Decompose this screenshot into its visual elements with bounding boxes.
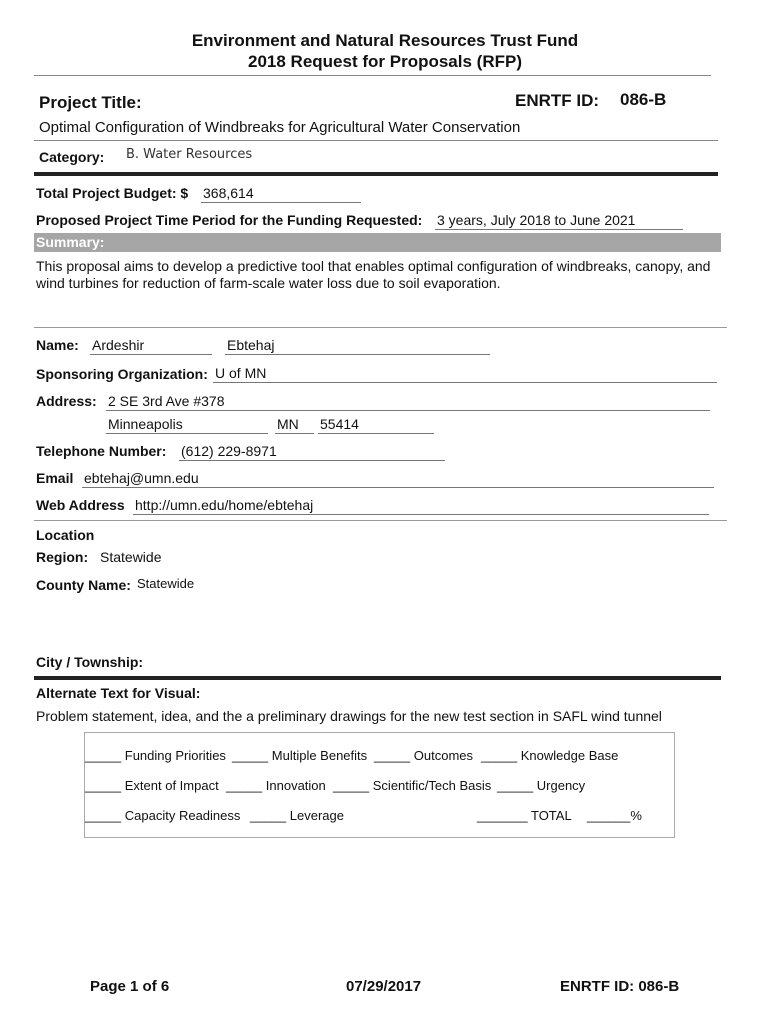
city-township-label: City / Township: <box>36 654 144 670</box>
summary-divider <box>34 327 727 328</box>
criteria-capacity-readiness: _____ Capacity Readiness <box>85 808 241 823</box>
criteria-total: _______ TOTAL <box>477 808 572 823</box>
visual-label: Alternate Text for Visual: <box>36 685 201 701</box>
phone-value: (612) 229-8971 <box>179 443 445 461</box>
criteria-multiple-benefits: _____ Multiple Benefits <box>232 748 368 763</box>
criteria-leverage: _____ Leverage <box>250 808 344 823</box>
form-subtitle: 2018 Request for Proposals (RFP) <box>248 52 522 71</box>
period-label: Proposed Project Time Period for the Funding Requested: <box>36 212 423 228</box>
footer-enrtf-id: ENRTF ID: 086-B <box>560 978 680 995</box>
category-label: Category: <box>39 149 105 165</box>
summary-line-2: wind turbines for reduction of farm-scale water loss due to soil evaporation. <box>36 275 501 291</box>
footer-date: 07/29/2017 <box>346 978 422 995</box>
county-value: Statewide <box>137 576 195 591</box>
budget-value: 368,614 <box>201 185 361 203</box>
last-name-value: Ebtehaj <box>225 337 490 355</box>
criteria-scientific-tech-basis: _____ Scientific/Tech Basis <box>333 778 492 793</box>
criteria-urgency: _____ Urgency <box>497 778 586 793</box>
header-divider <box>34 75 711 76</box>
project-title-label: Project Title: <box>39 93 142 112</box>
location-divider <box>34 520 727 521</box>
org-label: Sponsoring Organization: <box>36 366 208 382</box>
state-value: MN <box>275 416 314 434</box>
criteria-outcomes: _____ Outcomes <box>374 748 474 763</box>
street-value: 2 SE 3rd Ave #378 <box>106 393 710 411</box>
name-label: Name: <box>36 337 79 353</box>
enrtf-id-value: 086-B <box>620 90 667 109</box>
zip-value: 55414 <box>318 416 434 434</box>
region-label: Region: <box>36 549 89 565</box>
summary-bar <box>34 233 721 252</box>
web-value: http://umn.edu/home/ebtehaj <box>133 497 709 515</box>
summary-line-1: This proposal aims to develop a predictive tool that enables optimal configuration of windbreaks, canopy, and <box>36 258 711 274</box>
criteria-innovation: _____ Innovation <box>226 778 326 793</box>
location-heading: Location <box>36 527 95 543</box>
web-label: Web Address <box>36 497 125 513</box>
email-value: ebtehaj@umn.edu <box>82 470 714 488</box>
visual-text: Problem statement, idea, and the a preliminary drawings for the new test section in SAFL wind tunnel <box>36 708 662 724</box>
category-value: B. Water Resources <box>126 147 253 162</box>
summary-label: Summary: <box>36 234 105 250</box>
county-label: County Name: <box>36 577 131 593</box>
project-title-value: Optimal Configuration of Windbreaks for Agricultural Water Conservation <box>39 119 521 136</box>
criteria-extent-of-impact: _____ Extent of Impact <box>85 778 219 793</box>
criteria-percent: ______% <box>587 808 642 823</box>
address-label: Address: <box>36 393 97 409</box>
thick-divider-top <box>34 172 718 176</box>
thick-divider-bottom <box>34 676 721 680</box>
org-value: U of MN <box>213 365 717 383</box>
region-value: Statewide <box>100 549 162 565</box>
email-label: Email <box>36 470 74 486</box>
period-value: 3 years, July 2018 to June 2021 <box>435 212 683 230</box>
enrtf-id-label: ENRTF ID: <box>515 91 600 110</box>
criteria-funding-priorities: _____ Funding Priorities <box>85 748 226 763</box>
phone-label: Telephone Number: <box>36 443 167 459</box>
title-divider <box>34 140 718 141</box>
criteria-knowledge-base: _____ Knowledge Base <box>481 748 619 763</box>
footer-page-number: Page 1 of 6 <box>90 978 170 995</box>
budget-label: Total Project Budget: $ <box>36 185 189 201</box>
first-name-value: Ardeshir <box>90 337 212 355</box>
city-value: Minneapolis <box>106 416 268 434</box>
form-title: Environment and Natural Resources Trust Fund <box>191 31 579 50</box>
